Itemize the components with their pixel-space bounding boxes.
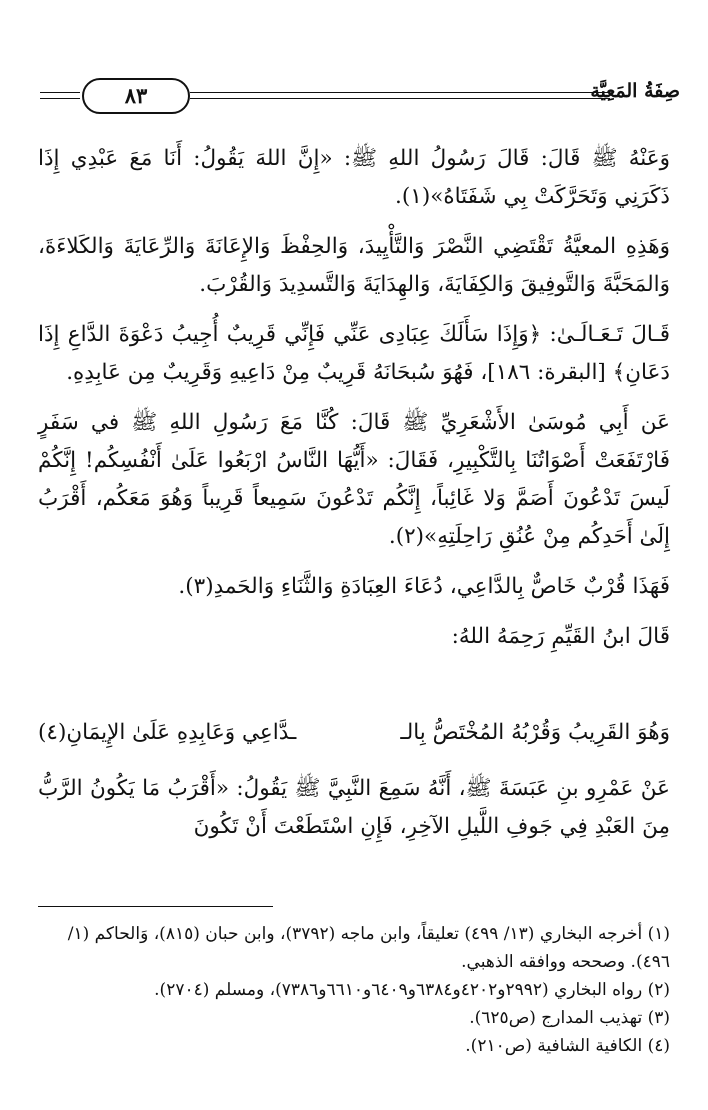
footnote: (٢) رواه البخاري (٢٩٩٢و٤٢٠٢و٦٣٨٤و٦٤٠٩و٦٦١٠و٧٣٨٦)، ومسلم (٢٧٠٤). [154,980,670,1000]
paragraph: وَهَذِهِ المعيَّةُ تَقْتَضِي النَّصْرَ وَالتَّأْيِيدَ، وَالحِفْظَ وَالإِعَانَةَ وَالرِّعَايَةَ وَالكَلاءَةَ، وَالمَحَبَّةَ وَالتَّوفِيقَ وَالكِفَايَةَ، وَالهِدَايَةَ وَالتَّسدِيدَ وَالقُرْبَ. [38,234,670,297]
paragraph: فَهَذَا قُرْبٌ خَاصٌّ بِالدَّاعِي، دُعَاءَ العِبَادَةِ وَالثَّنَاءِ وَالحَمدِ(٣). [178,574,670,599]
header-rule [40,98,80,99]
main-text-continued [38,770,670,858]
header-rule [190,92,610,93]
header-rule [190,98,610,99]
header-rule [40,92,80,93]
page-header [40,78,680,118]
running-title: صِفَةُ المَعِيَّة [590,80,680,102]
footnote-rule [38,906,273,907]
main-text [38,140,670,668]
paragraph: قَـالَ تَـعَـالَـىٰ: ﴿وَإِذَا سَأَلَكَ عِبَادِى عَنِّي فَإِنِّي قَرِيبٌ أُجِيبُ دَعْوَةَ الدَّاعِ إِذَا دَعَانِ﴾ [البقرة: ١٨٦]، فَهُوَ سُبحَانَهُ قَرِيبٌ مِنْ دَاعِيهِ وَقَرِيبٌ مِن عَابِدِهِ. [38,322,670,385]
footnote: (١) أخرجه البخاري (١٣/ ٤٩٩) تعليقاً، وابن ماجه (٣٧٩٢)، وابن حبان (٨١٥)، وَالحاكم (١/ ٤٩٦). وصححه ووافقه الذهبي. [67,924,670,972]
footnote: (٣) تهذيب المدارج (ص٦٢٥). [469,1008,670,1028]
verse-hemistich: وَهُوَ القَرِيبُ وَقُرْبُهُ المُخْتَصُّ بِالـ [400,720,670,745]
paragraph: عَن أَبِي مُوسَىٰ الأَشْعَرِيِّ ﷺ قَالَ: كُنَّا مَعَ رَسُولِ اللهِ ﷺ في سَفَرٍ فَارْتَفَعَتْ أَصْوَاتُنَا بِالتَّكْبِيرِ، فَقَالَ: «أَيُّهَا النَّاسُ ارْبَعُوا عَلَىٰ أَنْفُسِكُم! إِنَّكُمْ لَيسَ تَدْعُونَ أَصَمَّ وَلا غَائِباً، إِنَّكُم تَدْعُونَ سَمِيعاً قَرِيباً وَهُوَ مَعَكُم، أَقْرَبُ إِلَىٰ أَحَدِكُم مِنْ عُنُقِ رَاحِلَتِهِ»(٢). [38,410,670,549]
page-number: ٨٣ [82,78,190,114]
footnotes [38,920,670,1060]
verse-hemistich: ـدَّاعِي وَعَابِدِهِ عَلَىٰ الإِيمَانِ(٤) [38,720,297,745]
footnote: (٤) الكافية الشافية (ص٢١٠). [465,1036,670,1056]
paragraph: عَنْ عَمْرِو بنِ عَبَسَةَ ﷺ، أَنَّهُ سَمِعَ النَّبِيَّ ﷺ يَقُولُ: «أَقْرَبُ مَا يَكُونُ الرَّبُّ مِنَ العَبْدِ فِي جَوفِ اللَّيلِ الآخِرِ، فَإِنِ اسْتَطَعْتَ أَنْ تَكُونَ [38,776,670,839]
paragraph: قَالَ ابنُ القَيِّمِ رَحِمَهُ اللهُ: [451,624,670,649]
paragraph: وَعَنْهُ ﷺ قَالَ: قَالَ رَسُولُ اللهِ ﷺ: «إِنَّ اللهَ يَقُولُ: أَنَا مَعَ عَبْدِي إِذَا ذَكَرَنِي وَتَحَرَّكَتْ بِي شَفَتَاهُ»(١). [38,146,670,209]
